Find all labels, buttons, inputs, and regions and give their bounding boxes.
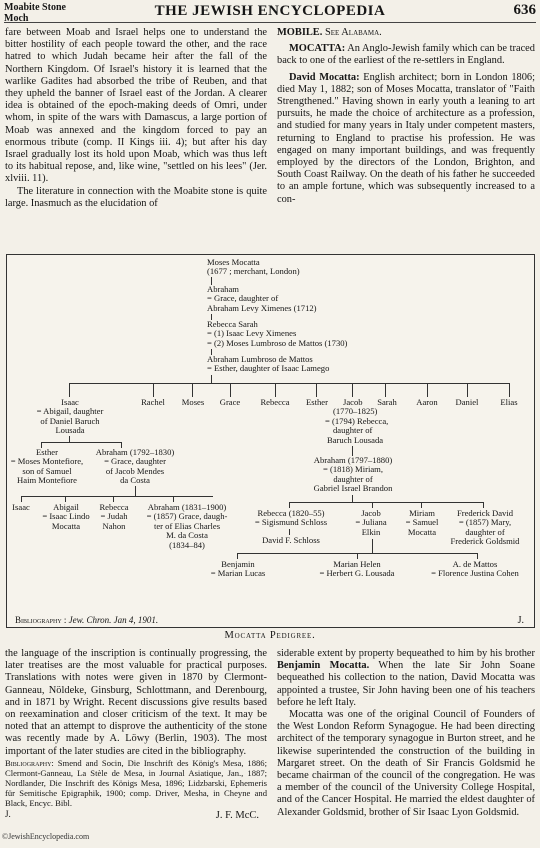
connector-line	[192, 383, 193, 397]
person-name: Frederick David	[456, 508, 514, 518]
person-name: Abraham (1792–1830)	[95, 447, 175, 457]
person-abraham-1831	[131, 503, 243, 550]
person-detail: = Samuel	[405, 517, 439, 528]
person-detail: da Costa	[120, 475, 150, 486]
person-name: Esther	[36, 447, 58, 457]
connector-line	[211, 375, 212, 383]
cross-reference: See Alabama.	[324, 27, 382, 38]
person-name: Rebecca (1820–55)	[257, 508, 325, 518]
person-detail: daughter of	[465, 526, 505, 537]
entry-heading: David Mocatta:	[289, 71, 360, 83]
connector-line	[385, 383, 386, 397]
paragraph: The literature in connection with the Moabite stone is quite large. Inasmuch as the elucidation of	[5, 185, 267, 209]
person-detail: ter of Elias Charles	[153, 520, 221, 531]
person-name: Abraham (1797–1880)	[313, 455, 393, 465]
person-name: Moses Mocatta	[207, 257, 260, 267]
sibling-bar	[21, 496, 213, 497]
person-moses-mocatta	[207, 258, 300, 277]
person-detail: Frederick Goldsmid	[450, 536, 520, 547]
person-jacob-elkin	[343, 509, 399, 537]
entry-mocatta	[277, 43, 535, 67]
person-rebecca: Rebecca	[260, 397, 290, 407]
connector-line	[467, 383, 468, 397]
sibling-bar	[69, 383, 509, 384]
bottom-right-column	[277, 648, 535, 819]
connector-line	[153, 383, 154, 397]
connector-line	[316, 383, 317, 397]
person-detail: Gabriel Israel Brandon	[313, 483, 393, 494]
person-name: A. de Mattos	[452, 559, 498, 569]
person-name: Abraham (1831–1900)	[147, 502, 227, 512]
bibliography-label: Bibliography :	[15, 615, 67, 625]
entry-david-mocatta	[277, 72, 535, 206]
person-rebecca-1820	[243, 509, 339, 528]
person-grace: Grace	[219, 397, 241, 407]
sibling-bar	[289, 502, 483, 503]
person-name: Isaac	[61, 397, 79, 407]
person-aaron: Aaron	[416, 397, 438, 407]
person-name: Benjamin	[221, 559, 255, 569]
person-rachel: Rachel	[141, 397, 165, 407]
paragraph-text: When the late Sir John Soane bequeathed his collection to the nation, David Mocatta was appointed a trustee, Sir John having been one of his teachers before he left Italy.	[277, 660, 535, 708]
person-detail: son of Samuel	[22, 465, 72, 476]
connector-line	[69, 383, 70, 397]
person-detail: = Herbert G. Lousada	[319, 568, 395, 579]
person-abraham-1797	[293, 456, 413, 494]
person-detail: = (1794) Rebecca,	[325, 415, 389, 426]
person-detail: Baruch Lousada	[327, 434, 384, 445]
person-detail: (1834–84)	[169, 539, 205, 550]
person-detail: of Daniel Baruch	[40, 415, 100, 426]
person-moses: Moses	[181, 397, 205, 407]
person-detail: = (1857) Mary,	[458, 517, 512, 528]
person-elias: Elias	[500, 397, 518, 407]
person-esther: Esther	[306, 397, 328, 407]
bottom-left-column	[5, 648, 267, 820]
person-detail: Mocatta	[407, 526, 437, 537]
site-watermark: ©JewishEncyclopedia.com	[2, 832, 90, 841]
person-detail: = Florence Justina Cohen	[431, 568, 519, 579]
person-detail: Haim Montefiore	[17, 475, 77, 486]
header-rule	[4, 22, 536, 23]
person-name: Abigail	[53, 502, 79, 512]
person-detail: Lousada	[55, 425, 85, 436]
connector-line	[509, 383, 510, 397]
person-david-schloss: David F. Schloss	[262, 535, 320, 545]
connector-line	[135, 486, 136, 496]
paragraph: fare between Moab and Israel helps one to understand the bitter hostility of each people toward the other, and the race hatred to which Judah became heir after the fall of the Northern Kingdom. Of Israel's history it is learned that the warlike Gadites had absorbed the tribe of Reuben, and that they upheld the banner of Israel east of the Jordan. A clearer idea is obtained of the epoch-making deeds of Omri, under whom, in spite of the wars with Damascus, a large portion of Moab was annexed and the kingdom forced to pay an enormous tribute (comp. II Kings iii. 4); but after his day Israel gradually lost its hold upon Moab, which was thus left to its habitual repose, and, like wine, "settled on his lees" (Jer. xlviii. 11).	[5, 27, 267, 185]
person-isaac	[25, 398, 115, 436]
top-left-column	[5, 27, 267, 210]
person-detail: daughter of	[333, 425, 373, 436]
running-head-first-word: Moabite Stone	[4, 2, 66, 13]
figure-caption: Mocatta Pedigree.	[224, 630, 316, 641]
person-name: Rebecca	[99, 502, 129, 512]
connector-line	[275, 383, 276, 397]
person-isaac-2: Isaac	[12, 502, 30, 512]
author-signature: J. F. McC.	[215, 809, 259, 821]
person-detail: = Grace, daughter	[104, 456, 166, 467]
person-marian-helen	[299, 560, 415, 579]
page-title: THE JEWISH ENCYCLOPEDIA	[154, 3, 386, 19]
person-name: Miriam	[409, 508, 435, 518]
pedigree-bibliography	[15, 615, 158, 625]
person-abraham-1792	[87, 448, 183, 486]
person-daniel: Daniel	[455, 397, 479, 407]
bibliography	[5, 758, 267, 808]
person-detail: Abraham Levy Ximenes (1712)	[207, 302, 317, 313]
person-detail: = Isaac Lindo	[42, 511, 90, 522]
bibliography-label: Bibliography:	[5, 757, 54, 768]
person-sarah: Sarah	[377, 397, 397, 407]
person-rebecca-sarah	[207, 320, 347, 348]
entry-text: An Anglo-Jewish family which can be traced back to one of the earliest of the re-settlers in England.	[277, 43, 535, 67]
person-detail: = Juliana	[355, 517, 387, 528]
person-detail: (1770–1825)	[333, 406, 378, 417]
sibling-bar	[41, 442, 121, 443]
entry-mobile	[277, 27, 535, 39]
bibliography-text: Smend and Socin, Die Inschrift des König's Mesa, 1886; Clermont-Ganneau, La Stèle de Mesa, in Journal Asiatique, Jan., 1887; Nordlander, Die Inschrift des Königs Mesa, 1896; Lidzbarski, Ephemeris für Semitische Epigraphik, 1900; comp. Driver, Mesha, in Cheyne and Black, Encyc. Bibl.	[5, 757, 267, 808]
entry-heading: MOCATTA:	[289, 43, 346, 55]
person-detail: = (1) Isaac Levy Ximenes	[207, 328, 297, 339]
running-head-last-word: Moch	[4, 13, 29, 24]
person-name: Jacob	[361, 508, 381, 518]
person-abraham-lumbroso	[207, 355, 329, 374]
paragraph-text: siderable extent by property bequeathed to him by his brother	[277, 648, 535, 659]
person-detail: = Judah	[100, 511, 128, 522]
entry-text: English architect; born in London 1806; died May 1, 1882; son of Moses Mocatta, translator of "Faith Strengthened." Having shown in early youth a leaning to art pursuits, he made the choice of architecture as a profession, and studied for many years in Italy under competent masters, returning to England to practise his profession. He was engaged on many important buildings, and was frequently employed by the directors of the London, Brighton, and South Coast Railway. On the death of his father he succeeded to an ample fortune, which was subsequently increased to a con-	[277, 71, 535, 205]
bibliography-text: Jew. Chron. Jan 4, 1901.	[68, 615, 159, 625]
top-right-column	[277, 27, 535, 206]
person-abraham	[207, 285, 317, 313]
person-name: Benjamin Mocatta.	[277, 660, 370, 672]
person-esther-montefiore	[7, 448, 87, 486]
connector-line	[352, 495, 353, 502]
connector-line	[230, 383, 231, 397]
signature-row	[5, 808, 267, 820]
person-name: Abraham Lumbroso de Mattos	[207, 354, 313, 364]
person-detail: M. da Costa	[166, 530, 208, 541]
page-number: 636	[513, 2, 536, 18]
connector-line	[352, 383, 353, 397]
person-detail: = Grace, daughter of	[207, 293, 279, 304]
person-detail: Mocatta	[51, 520, 81, 531]
person-detail: (1677 ; merchant, London)	[207, 266, 300, 277]
person-name: Jacob	[343, 397, 363, 407]
person-name: Marian Helen	[333, 559, 381, 569]
person-detail: Nahon	[102, 520, 126, 531]
person-name: Rebecca Sarah	[207, 319, 258, 329]
person-benjamin	[193, 560, 283, 579]
person-detail: = Esther, daughter of Isaac Lamego	[207, 363, 330, 374]
paragraph	[277, 648, 535, 709]
connector-line	[372, 539, 373, 553]
person-detail: = (2) Moses Lumbroso de Mattos (1730)	[207, 337, 348, 348]
person-detail: = (1818) Miriam,	[323, 464, 383, 475]
person-detail: = Marian Lucas	[210, 568, 266, 579]
initial: J.	[5, 808, 11, 819]
person-a-de-mattos	[417, 560, 533, 579]
person-detail: = Moses Montefiore,	[10, 456, 84, 467]
paragraph: the language of the inscription is continually progressing, the later treatises are the most valuable for practical purposes. Translations with notes were given in 1870 by Clermont-Ganneau, Nöldeke, Ginsburg, Schlottmann, and Derenbourg, and in 1871 by Wright. Recent discussions give results based on reexamination and closer criticism of the text. It may be noted that an attempt to disprove the authenticity of the stone was recently made by A. Löwy (Berlin, 1903). The most important of the later studies are cited in the bibliography.	[5, 648, 267, 757]
entry-heading: MOBILE.	[277, 27, 323, 38]
person-detail: = (1857) Grace, daugh-	[146, 511, 228, 522]
person-detail: = Abigail, daughter	[36, 406, 104, 417]
person-miriam	[397, 509, 447, 537]
person-detail: of Jacob Mendes	[105, 465, 165, 476]
person-frederick-david	[443, 509, 527, 547]
person-name: Abraham	[207, 284, 239, 294]
connector-line	[427, 383, 428, 397]
mocatta-pedigree-chart	[6, 254, 535, 628]
person-detail: daughter of	[333, 473, 373, 484]
person-detail: = Sigismund Schloss	[254, 517, 328, 528]
pedigree-signature: J.	[517, 615, 524, 626]
paragraph: Mocatta was one of the original Council of Founders of the West London Reform Synagogue. He had been directing architect of the temporary synagogue in Burton street, and he likewise superintended the construction of the building in Margaret street. On the death of Sir Francis Goldsmid he became chairman of the council of the congregation. He was a member of the council of the University College Hospital, and of the Cancer Hospital. He married the eldest daughter of Alexander Goldsmid, brother of Sir Isaac Lyon Goldsmid.	[277, 709, 535, 818]
person-detail: Elkin	[361, 526, 381, 537]
